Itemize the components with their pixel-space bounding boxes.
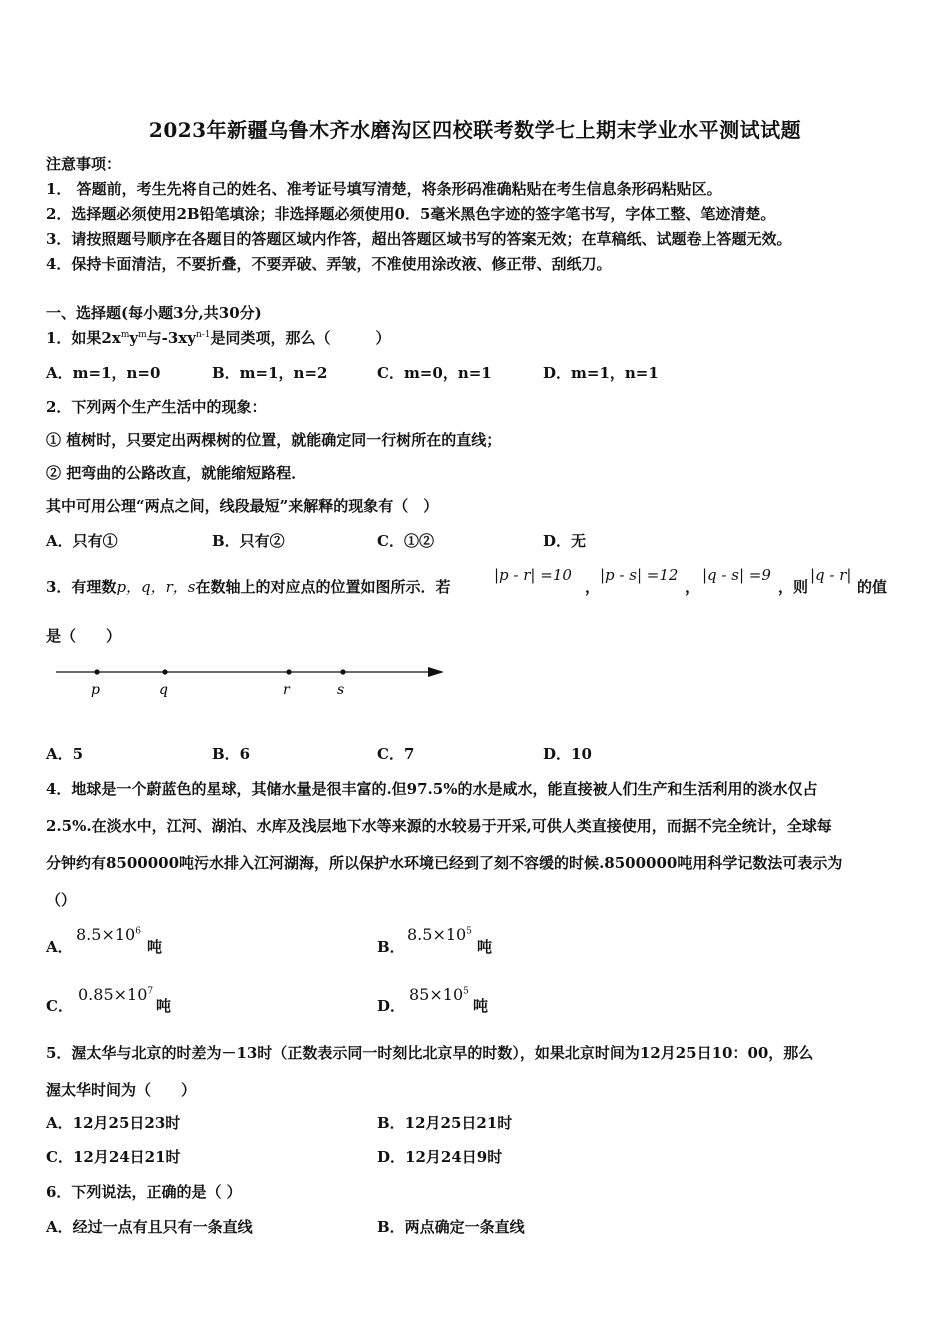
option-b[interactable] (377, 936, 405, 957)
question-2-stem: 2．下列两个生产生活中的现象： (46, 398, 267, 416)
q3-text: 的值 (857, 578, 888, 596)
option-d[interactable]: D．10 (543, 745, 592, 763)
option-c-value: $0.85\times 10^7$ (78, 985, 154, 1004)
q3-separator: ， (685, 578, 701, 596)
option-d[interactable]: D．无 (543, 532, 587, 550)
option-a[interactable]: A．经过一点有且只有一条直线 (46, 1218, 253, 1236)
option-b-value: $8.5\times 10^5$ (407, 925, 472, 944)
q1-text: y (129, 329, 139, 347)
option-d[interactable]: D．m=1，n=1 (543, 364, 659, 382)
point-q (162, 669, 167, 674)
notice-item: 2．选择题必须使用2B铅笔填涂；非选择题必须使用0．5毫米黑色字迹的签字笔书写，字体工整、笔迹清楚。 (46, 205, 776, 223)
section-heading: 一、选择题(每小题3分,共30分) (46, 304, 262, 322)
point-label-q: q (159, 682, 168, 698)
option-unit: 吨 (156, 997, 172, 1015)
option-c[interactable]: C．m=0，n=1 (377, 364, 492, 382)
option-a[interactable]: A．5 (46, 745, 84, 763)
option-a-value: $8.5\times 10^6$ (76, 925, 141, 944)
option-c[interactable] (46, 995, 73, 1016)
option-label: D． (377, 997, 406, 1015)
q3-vars: p，q，r，s (116, 578, 196, 596)
page-title: 2023年新疆乌鲁木齐水磨沟区四校联考数学七上期末学业水平测试试题 (148, 118, 802, 142)
option-b[interactable]: B．只有② (212, 532, 285, 550)
option-unit: 吨 (477, 938, 493, 956)
option-a[interactable] (46, 936, 73, 957)
notice-item: 4．保持卡面清洁，不要折叠，不要弄破、弄皱，不准使用涂改液、修正带、刮纸刀。 (46, 255, 612, 273)
question-4-line: 4．地球是一个蔚蓝色的星球，其储水量是很丰富的.但97.5%的水是咸水，能直接被人们生产和生活利用的淡水仅占 (46, 780, 818, 798)
q3-equation: |p - r| =10 (494, 566, 572, 584)
option-b[interactable]: B．12月25日21时 (377, 1114, 513, 1132)
point-s (340, 669, 345, 674)
option-b[interactable]: B．两点确定一条直线 (377, 1218, 525, 1236)
question-6-stem: 6．下列说法，正确的是（ ） (46, 1183, 242, 1201)
q1-exponent: m (138, 330, 147, 340)
q3-equation: |q - s| =9 (702, 566, 771, 584)
option-c[interactable]: C．①② (377, 532, 434, 550)
option-c[interactable]: C．12月24日21时 (46, 1148, 181, 1166)
option-d[interactable] (377, 995, 405, 1016)
q1-exponent: m (120, 330, 130, 340)
option-unit: 吨 (473, 997, 489, 1015)
q1-exponent: n-1 (195, 330, 211, 340)
option-d[interactable]: D．12月24日9时 (377, 1148, 503, 1166)
question-4-line: 2.5%.在淡水中，江河、湖泊、水库及浅层地下水等来源的水较易于开采,可供人类直接使用，而据不完全统计，全球每 (46, 817, 832, 835)
question-5-line: 渥太华时间为（ ） (46, 1081, 197, 1099)
point-r (286, 669, 291, 674)
option-b[interactable]: B．6 (212, 745, 251, 763)
q3-expression: |q - r| (810, 566, 852, 584)
question-2-line: ① 植树时，只要定出两棵树的位置，就能确定同一行树所在的直线； (46, 431, 502, 449)
q3-text: 在数轴上的对应点的位置如图所示．若 (195, 578, 451, 596)
point-label-s: s (337, 682, 345, 698)
option-a[interactable]: A．m=1，n=0 (46, 364, 161, 382)
q1-text: 与-3xy (146, 329, 196, 347)
question-4-line: 分钟约有8500000吨污水排入江河湖海，所以保护水环境已经到了刻不容缓的时候.8500000吨用科学记数法可表示为 (46, 854, 843, 872)
q3-separator: ， (585, 578, 601, 596)
question-4-line: （） (46, 891, 77, 909)
q3-equation: |p - s| =12 (600, 566, 679, 584)
option-unit: 吨 (147, 938, 163, 956)
notice-item: 1． 答题前，考生先将自己的姓名、准考证号填写清楚，将条形码准确粘贴在考生信息条形码粘贴区。 (46, 180, 722, 198)
option-label: B． (377, 938, 405, 956)
question-1-stem (46, 327, 391, 348)
option-b[interactable]: B．m=1，n=2 (212, 364, 328, 382)
question-2-line: ② 把弯曲的公路改直，就能缩短路程． (46, 464, 307, 482)
arrow-icon (428, 667, 444, 677)
question-3-stem (46, 576, 451, 597)
option-a[interactable]: A．只有① (46, 532, 118, 550)
option-d-value: $85\times 10^5$ (409, 985, 469, 1004)
option-c[interactable]: C．7 (377, 745, 415, 763)
q1-text: 是同类项，那么（ ） (210, 329, 391, 347)
point-label-r: r (283, 682, 290, 698)
notice-heading: 注意事项： (46, 155, 122, 173)
q1-text: 1．如果2x (46, 329, 121, 347)
option-label: A． (46, 938, 73, 956)
question-5-line: 5．渥太华与北京的时差为－13时（正数表示同一时刻比北京早的时数），如果北京时间为12月25日10：00，那么 (46, 1044, 814, 1062)
q3-text: 是（ ） (46, 627, 122, 645)
number-line-figure (50, 655, 450, 705)
point-label-p: p (91, 682, 100, 698)
option-label: C． (46, 997, 73, 1015)
notice-item: 3．请按照题号顺序在各题目的答题区域内作答，超出答题区域书写的答案无效；在草稿纸、试题卷上答题无效。 (46, 230, 792, 248)
option-a[interactable]: A．12月25日23时 (46, 1114, 181, 1132)
q3-text: 3．有理数 (46, 578, 117, 596)
point-p (94, 669, 99, 674)
q3-then: ，则 (778, 578, 809, 596)
question-2-line: 其中可用公理“两点之间，线段最短”来解释的现象有（ ） (46, 497, 439, 515)
